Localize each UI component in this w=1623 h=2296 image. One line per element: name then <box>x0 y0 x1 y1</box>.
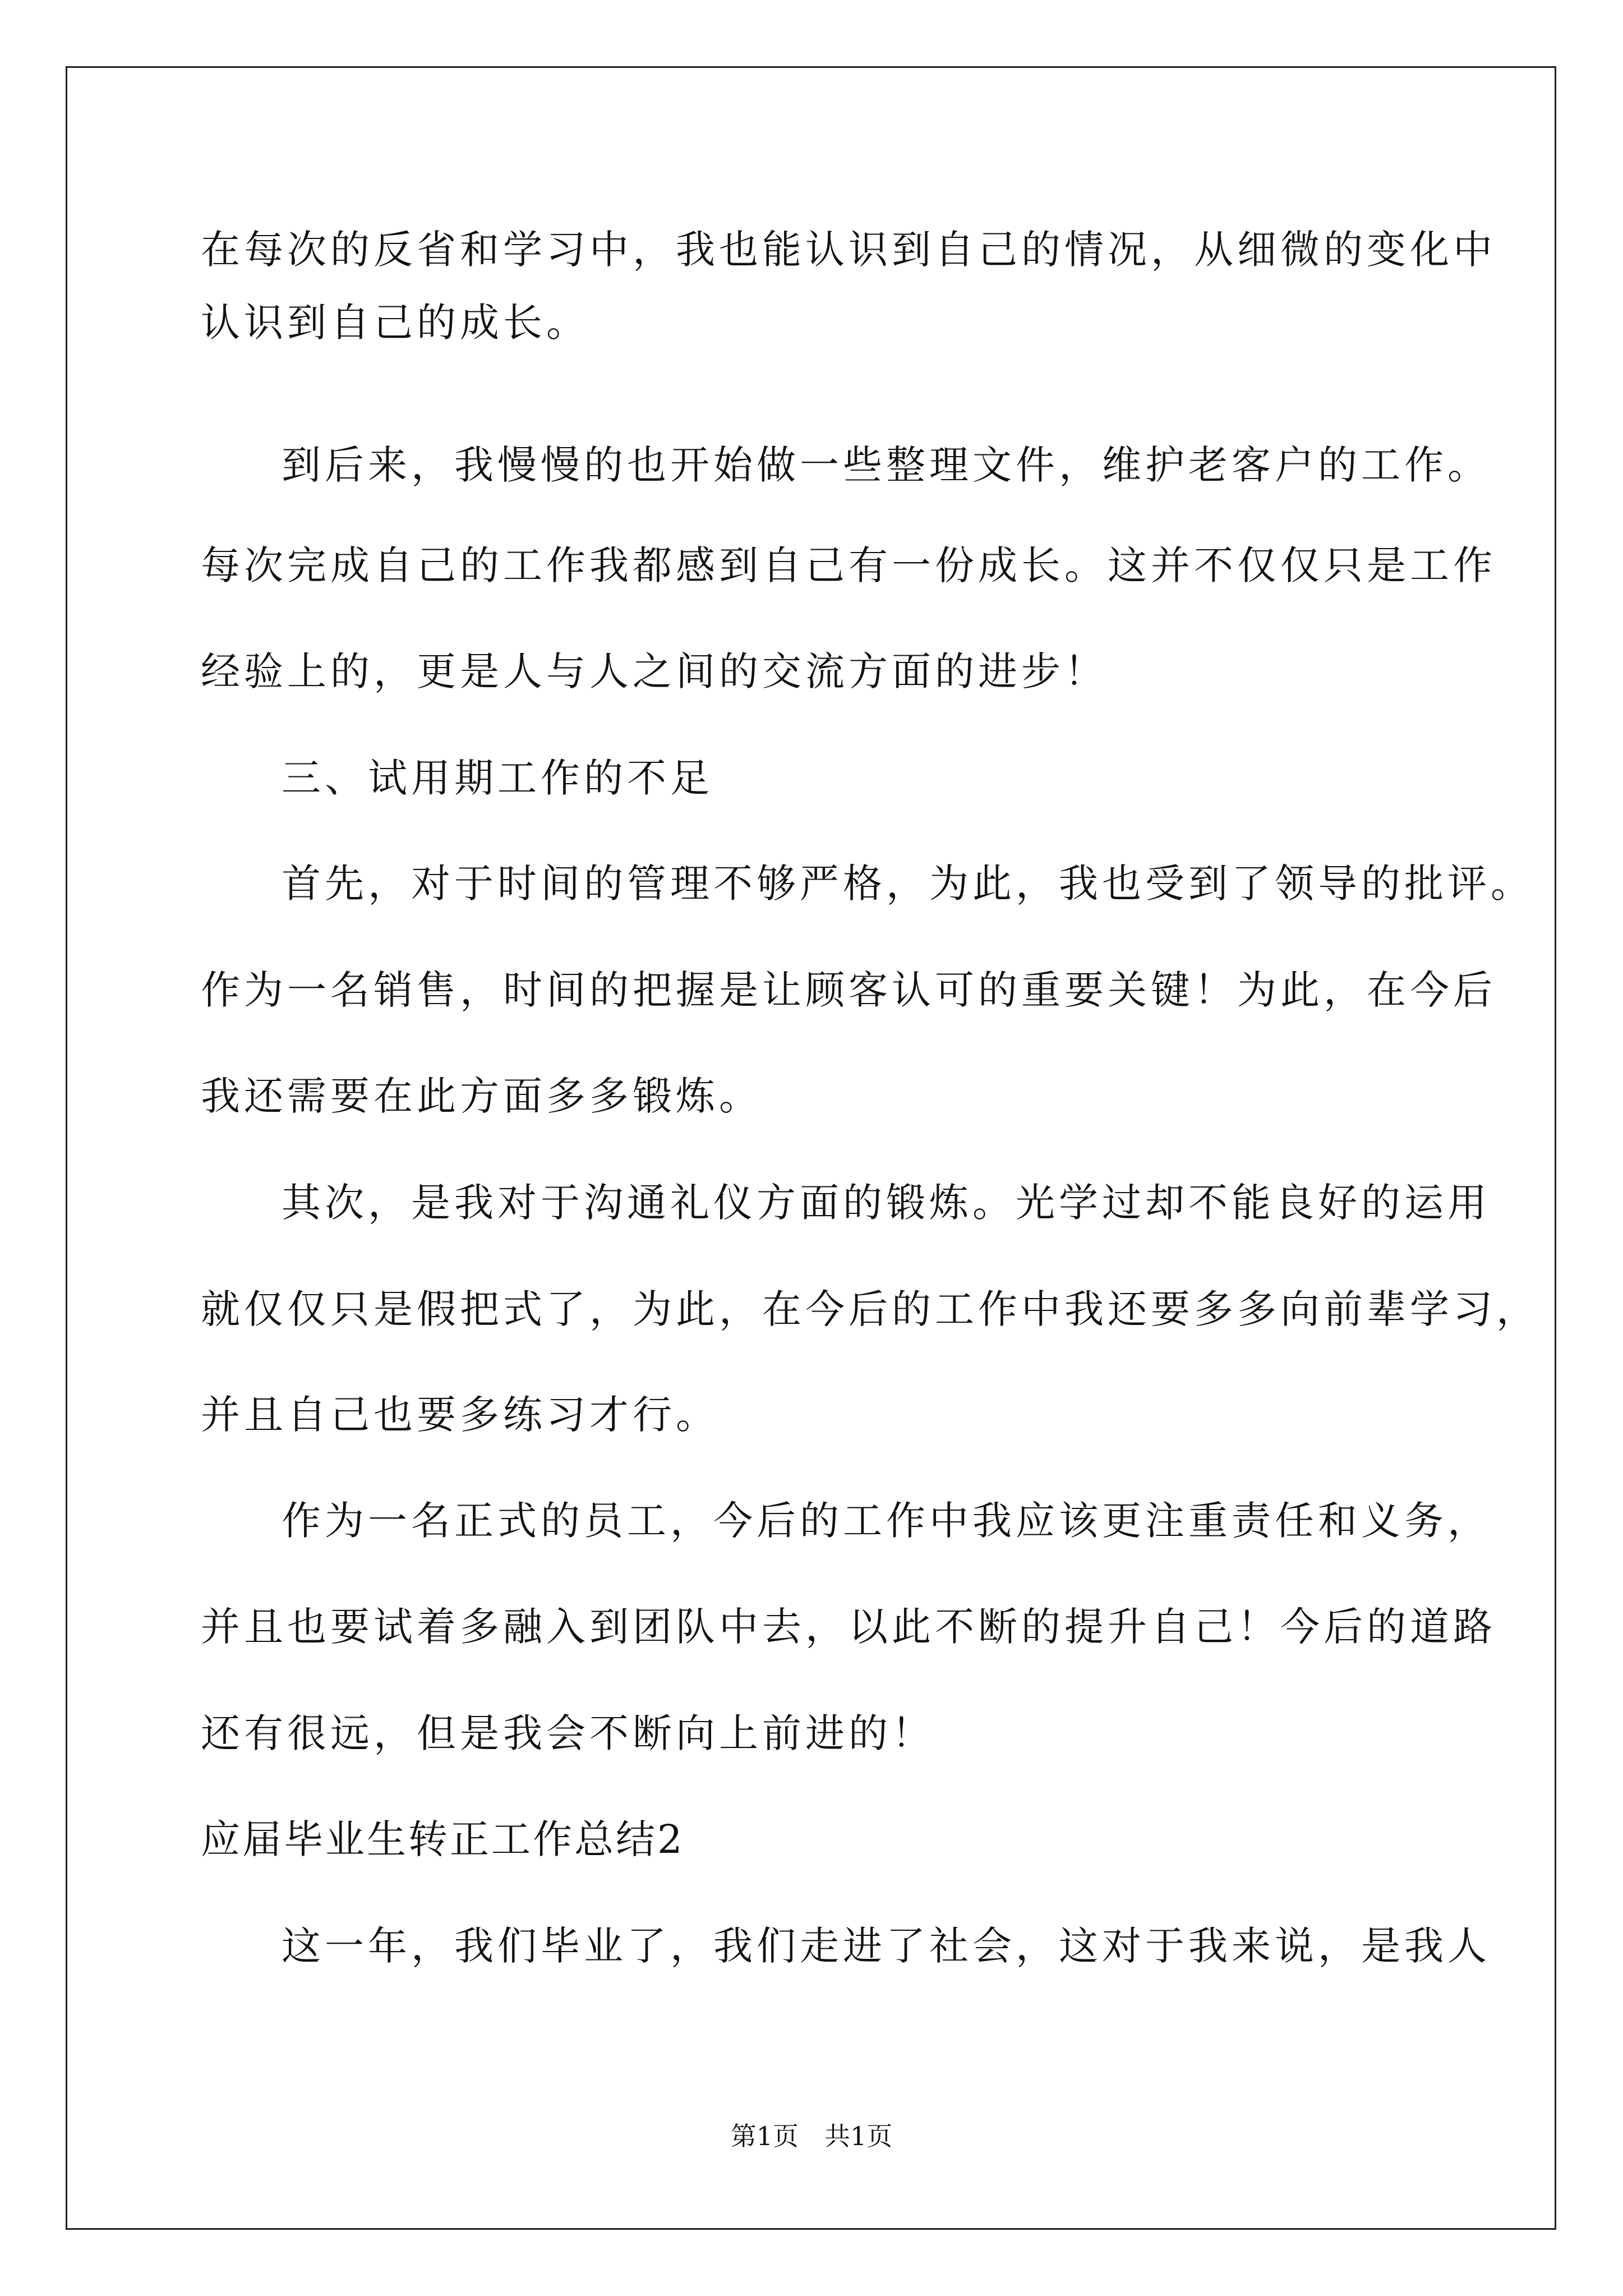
text-line: 到后来，我慢慢的也开始做一些整理文件，维护老客户的工作。 <box>282 442 1491 488</box>
text-line: 并且自己也要多练习才行。 <box>201 1392 719 1438</box>
section-heading: 三、试用期工作的不足 <box>282 755 713 801</box>
text-line: 每次完成自己的工作我都感到自己有一份成长。这并不仅仅只是工作 <box>201 542 1496 588</box>
text-line: 作为一名销售，时间的把握是让顾客认可的重要关键！为此，在今后 <box>201 967 1496 1013</box>
text-line: 首先，对于时间的管理不够严格，为此，我也受到了领导的批评。 <box>282 861 1534 907</box>
page-number: 第1页 <box>730 2121 799 2151</box>
text-line: 在每次的反省和学习中，我也能认识到自己的情况，从细微的变化中 <box>201 227 1496 273</box>
text-line: 就仅仅只是假把式了，为此，在今后的工作中我还要多多向前辈学习， <box>201 1286 1539 1332</box>
text-line: 这一年，我们毕业了，我们走进了社会，这对于我来说，是我人 <box>282 1923 1491 1969</box>
document-title: 应届毕业生转正工作总结2 <box>201 1816 685 1862</box>
text-line: 作为一名正式的员工，今后的工作中我应该更注重责任和义务， <box>282 1498 1491 1544</box>
text-line: 认识到自己的成长。 <box>201 300 589 346</box>
page-footer <box>0 2119 1623 2153</box>
text-line: 经验上的，更是人与人之间的交流方面的进步！ <box>201 648 1108 694</box>
text-line: 我还需要在此方面多多锻炼。 <box>201 1073 762 1119</box>
text-line: 并且也要试着多融入到团队中去，以此不断的提升自己！今后的道路 <box>201 1604 1496 1650</box>
page-border <box>66 66 1556 2230</box>
text-line: 还有很远，但是我会不断向上前进的！ <box>201 1710 935 1756</box>
text-line: 其次，是我对于沟通礼仪方面的锻炼。光学过却不能良好的运用 <box>282 1180 1491 1226</box>
page-total: 共1页 <box>824 2121 893 2151</box>
